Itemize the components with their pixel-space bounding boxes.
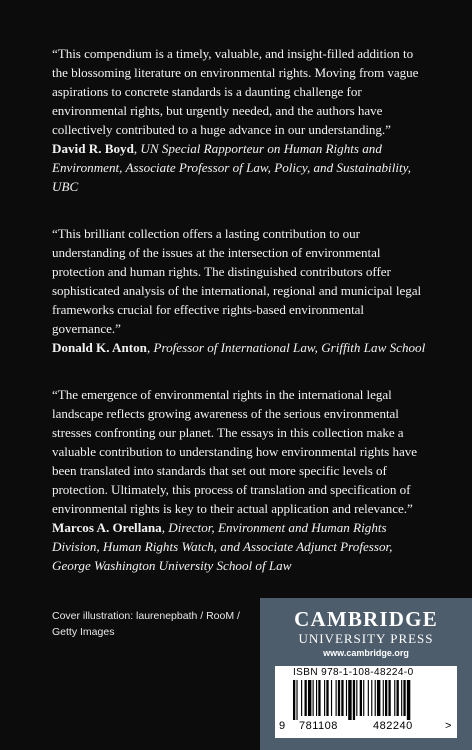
barcode-right-digits: 482240: [373, 720, 413, 732]
endorser-title: , Professor of International Law, Griffith Law School: [146, 340, 426, 355]
endorsement-quote: “The emergence of environmental rights in the international legal landscape reflects growing awareness of the serious environmental stresses confronting our planet. The essays in this collection make a valuable contribution to understanding how environmental rights have been translated into standards that set out more specific levels of protection. Ultimately, this process of translation and specification of environmental rights is key to their actual application and relevance.”: [52, 387, 417, 516]
publisher-name: CAMBRIDGE: [294, 607, 438, 631]
publisher-url: www.cambridge.org: [323, 648, 409, 658]
endorsement-attribution: [52, 518, 427, 575]
publisher-press: UNIVERSITY PRESS: [298, 631, 434, 646]
isbn-label: ISBN 978-1-108-48224-0: [293, 667, 414, 678]
endorser-name: David R. Boyd: [52, 141, 134, 156]
endorser-title: , UN Special Rapporteur on Human Rights and Environment, Associate Professor of Law, Policy, and Sustainability, UBC: [52, 141, 411, 194]
endorser-name: Marcos A. Orellana: [52, 520, 162, 535]
endorsement-quote: “This brilliant collection offers a lasting contribution to our understanding of the issues at the intersection of environmental protection and human rights. The distinguished contributors offer sophisticated analysis of the international, regional and municipal legal frameworks crucial for effective rights-based environmental governance.”: [52, 226, 422, 336]
endorsement-anton: [52, 224, 427, 357]
endorsement-orellana: [52, 385, 427, 575]
barcode-left-digits: 781108: [299, 720, 338, 732]
barcode-trail-mark: >: [445, 720, 452, 732]
endorsement-quote: “This compendium is a timely, valuable, and insight-filled addition to the blossoming literature on environmental rights. Moving from vague aspirations to concrete standards is a daunting challenge for environmental rights, but urgently needed, and the authors have collectively contributed to a huge advance in our understanding.”: [52, 46, 419, 137]
endorsements: [52, 44, 427, 603]
barcode-lead-digit: 9: [279, 720, 286, 732]
endorsement-attribution: [52, 338, 427, 357]
cover-illustration-credit: Cover illustration: laurenepbath / RooM / Getty Images: [52, 610, 240, 638]
endorsement-attribution: [52, 139, 427, 196]
endorser-name: Donald K. Anton: [52, 340, 147, 355]
isbn-barcode-panel: [275, 666, 457, 738]
barcode-icon: [283, 680, 449, 720]
endorsement-boyd: [52, 44, 427, 196]
endorser-title: , Director, Environment and Human Rights Division, Human Rights Watch, and Associate Adjunct Professor, George Washington University School of Law: [52, 520, 393, 573]
